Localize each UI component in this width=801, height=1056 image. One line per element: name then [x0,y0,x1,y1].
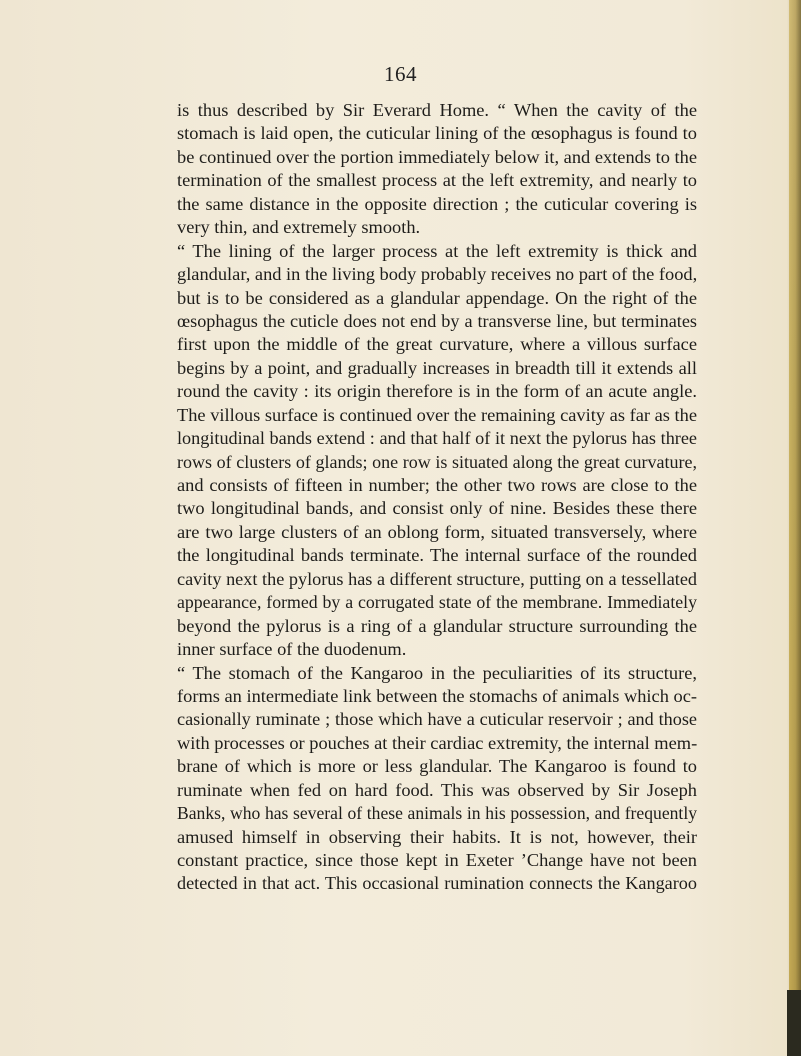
text-line: stomach is laid open, the cuticular lining of the œsophagus is found to [177,123,697,144]
text-line: the longitudinal bands terminate. The internal surface of the rounded [177,545,697,566]
page-corner-mark [787,990,801,1056]
text-line: appearance, formed by a corrugated state of the membrane. Immediately [177,592,697,613]
text-line: amused himself in observing their habits. It is not, however, their [177,826,697,847]
text-line: inner surface of the duodenum. [177,639,407,660]
text-line: cavity next the pylorus has a different structure, putting on a tessellated [177,568,697,589]
text-line: “ The stomach of the Kangaroo in the peculiarities of its structure, [177,662,697,683]
text-line: glandular, and in the living body probably receives no part of the food, [177,264,698,285]
text-line: the same distance in the opposite direction ; the cuticular covering is [177,193,697,214]
text-line: with processes or pouches at their cardiac extremity, the internal mem- [177,732,698,753]
text-line: casionally ruminate ; those which have a cuticular reservoir ; and those [177,709,697,730]
text-line: and consists of fifteen in number; the other two rows are close to the [177,475,697,495]
text-line: ruminate when fed on hard food. This was observed by Sir Joseph [177,779,697,800]
text-line: forms an intermediate link between the stomachs of animals which oc- [177,685,697,706]
text-line: “ The lining of the larger process at the left extremity is thick and [177,240,697,261]
text-line: is thus described by Sir Everard Home. “ When the cavity of the [177,100,697,120]
text-line: beyond the pylorus is a ring of a glandular structure surrounding the [177,615,697,636]
text-line: termination of the smallest process at the left extremity, and nearly to [177,170,697,191]
body-text [177,99,697,896]
text-line: round the cavity : its origin therefore is in the form of an acute angle. [177,381,697,402]
text-line: be continued over the portion immediately below it, and extends to the [177,146,697,167]
text-line: The villous surface is continued over the remaining cavity as far as the [177,404,697,425]
text-line: detected in that act. This occasional rumination connects the Kangaroo [177,873,697,894]
text-line: brane of which is more or less glandular. The Kangaroo is found to [177,756,697,777]
text-line: Banks, who has several of these animals in his possession, and frequently [177,803,697,824]
text-line: longitudinal bands extend : and that half of it next the pylorus has three [177,428,697,449]
page-edge-shadow [787,0,801,1056]
text-line: œsophagus the cuticle does not end by a transverse line, but terminates [177,310,697,331]
text-line: begins by a point, and gradually increases in breadth till it extends all [177,357,697,378]
text-line: first upon the middle of the great curvature, where a villous surface [177,334,697,355]
page-number: 164 [384,62,417,86]
text-line: two longitudinal bands, and consist only of nine. Besides these there [177,498,697,519]
text-line: but is to be considered as a glandular appendage. On the right of the [177,287,697,308]
text-line: constant practice, since those kept in Exeter ’Change have not been [177,850,697,870]
text-line: are two large clusters of an oblong form, situated transversely, where [177,521,697,542]
text-line: rows of clusters of glands; one row is situated along the great curvature, [177,451,697,472]
text-line: very thin, and extremely smooth. [177,217,421,238]
